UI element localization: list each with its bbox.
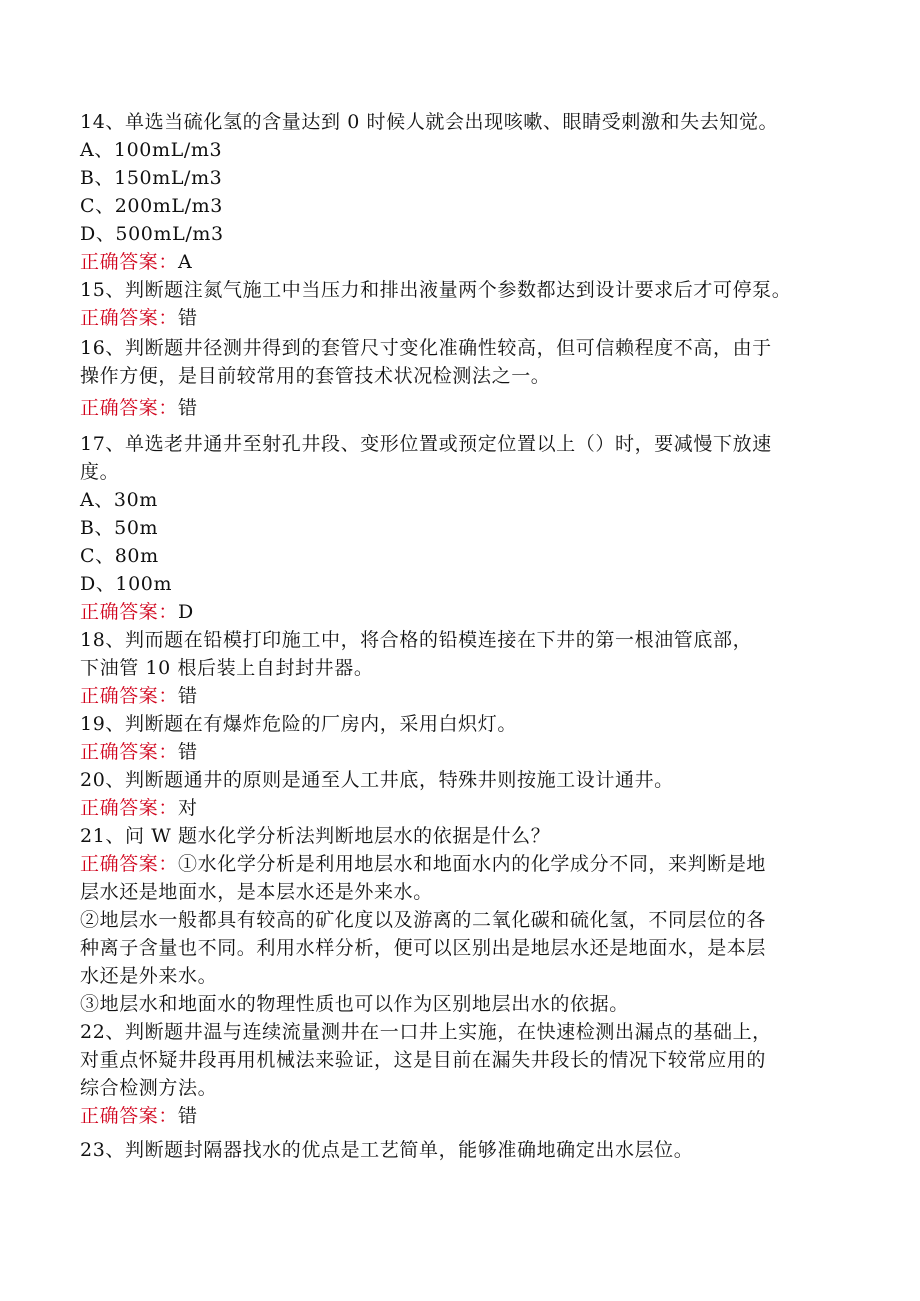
answer-label: 正确答案： <box>80 397 179 419</box>
answer-value: 错 <box>178 741 198 763</box>
answer-line <box>80 598 860 626</box>
question-stem-cont: 对重点怀疑井段再用机械法来验证，这是目前在漏失井段长的情况下较常应用的 <box>80 1049 767 1071</box>
answer-value: D <box>178 601 194 623</box>
question-stem-cont: 下油管 10 根后装上自封封井器。 <box>80 657 374 679</box>
question-stem: 22、判断题井温与连续流量测井在一口井上实施，在快速检测出漏点的基础上， <box>80 1021 772 1043</box>
answer-line <box>80 850 860 878</box>
question-stem-cont: 操作方便，是目前较常用的套管技术状况检测法之一。 <box>80 365 551 387</box>
question-stem: 19、判断题在有爆炸危险的厂房内，采用白炽灯。 <box>80 713 517 735</box>
option-d: D、100m <box>80 573 173 595</box>
answer-label: 正确答案： <box>80 853 179 875</box>
answer-text-line: 种离子含量也不同。利用水样分析，便可以区别出是地层水还是地面水，是本层 <box>80 937 767 959</box>
answer-line <box>80 682 860 710</box>
answer-text-line: 水还是外来水。 <box>80 965 218 987</box>
option-c: C、80m <box>80 545 159 567</box>
question-stem: 20、判断题通井的原则是通至人工井底，特殊井则按施工设计通井。 <box>80 769 674 791</box>
option-d: D、500mL/m3 <box>80 223 224 245</box>
answer-label: 正确答案： <box>80 251 179 273</box>
option-c: C、200mL/m3 <box>80 195 223 217</box>
question-16 <box>80 334 860 422</box>
question-stem-cont: 度。 <box>80 461 120 483</box>
answer-value: 错 <box>178 307 198 329</box>
answer-line <box>80 394 860 422</box>
answer-line <box>80 304 860 332</box>
answer-value: 错 <box>178 1105 198 1127</box>
answer-label: 正确答案： <box>80 307 179 329</box>
question-17 <box>80 430 860 626</box>
option-b: B、50m <box>80 517 159 539</box>
question-stem: 17、单选老井通井至射孔井段、变形位置或预定位置以上（）时，要减慢下放速 <box>80 433 772 455</box>
answer-label: 正确答案： <box>80 1105 179 1127</box>
question-stem-cont: 综合检测方法。 <box>80 1077 218 1099</box>
question-stem: 23、判断题封隔器找水的优点是工艺简单，能够准确地确定出水层位。 <box>80 1139 694 1161</box>
answer-value: 对 <box>178 797 198 819</box>
option-a: A、30m <box>80 489 158 511</box>
question-14 <box>80 108 860 276</box>
question-stem: 15、判断题注氮气施工中当压力和排出液量两个参数都达到设计要求后才可停泵。 <box>80 279 792 301</box>
question-stem: 21、问 W 题水化学分析法判断地层水的依据是什么？ <box>80 825 551 847</box>
question-stem: 14、单选当硫化氢的含量达到 0 时候人就会出现咳嗽、眼睛受刺激和失去知觉。 <box>80 111 779 133</box>
answer-value: 错 <box>178 397 198 419</box>
answer-text-line: 层水还是地面水，是本层水还是外来水。 <box>80 881 433 903</box>
answer-line <box>80 1102 860 1130</box>
answer-label: 正确答案： <box>80 601 179 623</box>
answer-label: 正确答案： <box>80 797 179 819</box>
answer-label: 正确答案： <box>80 685 179 707</box>
answer-line <box>80 794 860 822</box>
question-stem: 18、判而题在铅模打印施工中，将合格的铅模连接在下井的第一根油管底部， <box>80 629 753 651</box>
question-18 <box>80 626 860 710</box>
question-20 <box>80 766 860 822</box>
answer-value: 错 <box>178 685 198 707</box>
question-21 <box>80 822 860 1018</box>
question-23 <box>80 1136 860 1164</box>
answer-value: A <box>178 251 193 273</box>
answer-line <box>80 738 860 766</box>
answer-value: ①水化学分析是利用地层水和地面水内的化学成分不同，来判断是地 <box>178 853 767 875</box>
question-15 <box>80 276 860 332</box>
answer-text-line: ③地层水和地面水的物理性质也可以作为区别地层出水的依据。 <box>80 993 629 1015</box>
question-22 <box>80 1018 860 1130</box>
option-b: B、150mL/m3 <box>80 167 223 189</box>
document-page <box>80 108 860 1164</box>
answer-label: 正确答案： <box>80 741 179 763</box>
question-stem: 16、判断题井径测井得到的套管尺寸变化准确性较高，但可信赖程度不高，由于 <box>80 337 772 359</box>
answer-line <box>80 248 860 276</box>
option-a: A、100mL/m3 <box>80 139 223 161</box>
question-19 <box>80 710 860 766</box>
answer-text-line: ②地层水一般都具有较高的矿化度以及游离的二氧化碳和硫化氢，不同层位的各 <box>80 909 767 931</box>
